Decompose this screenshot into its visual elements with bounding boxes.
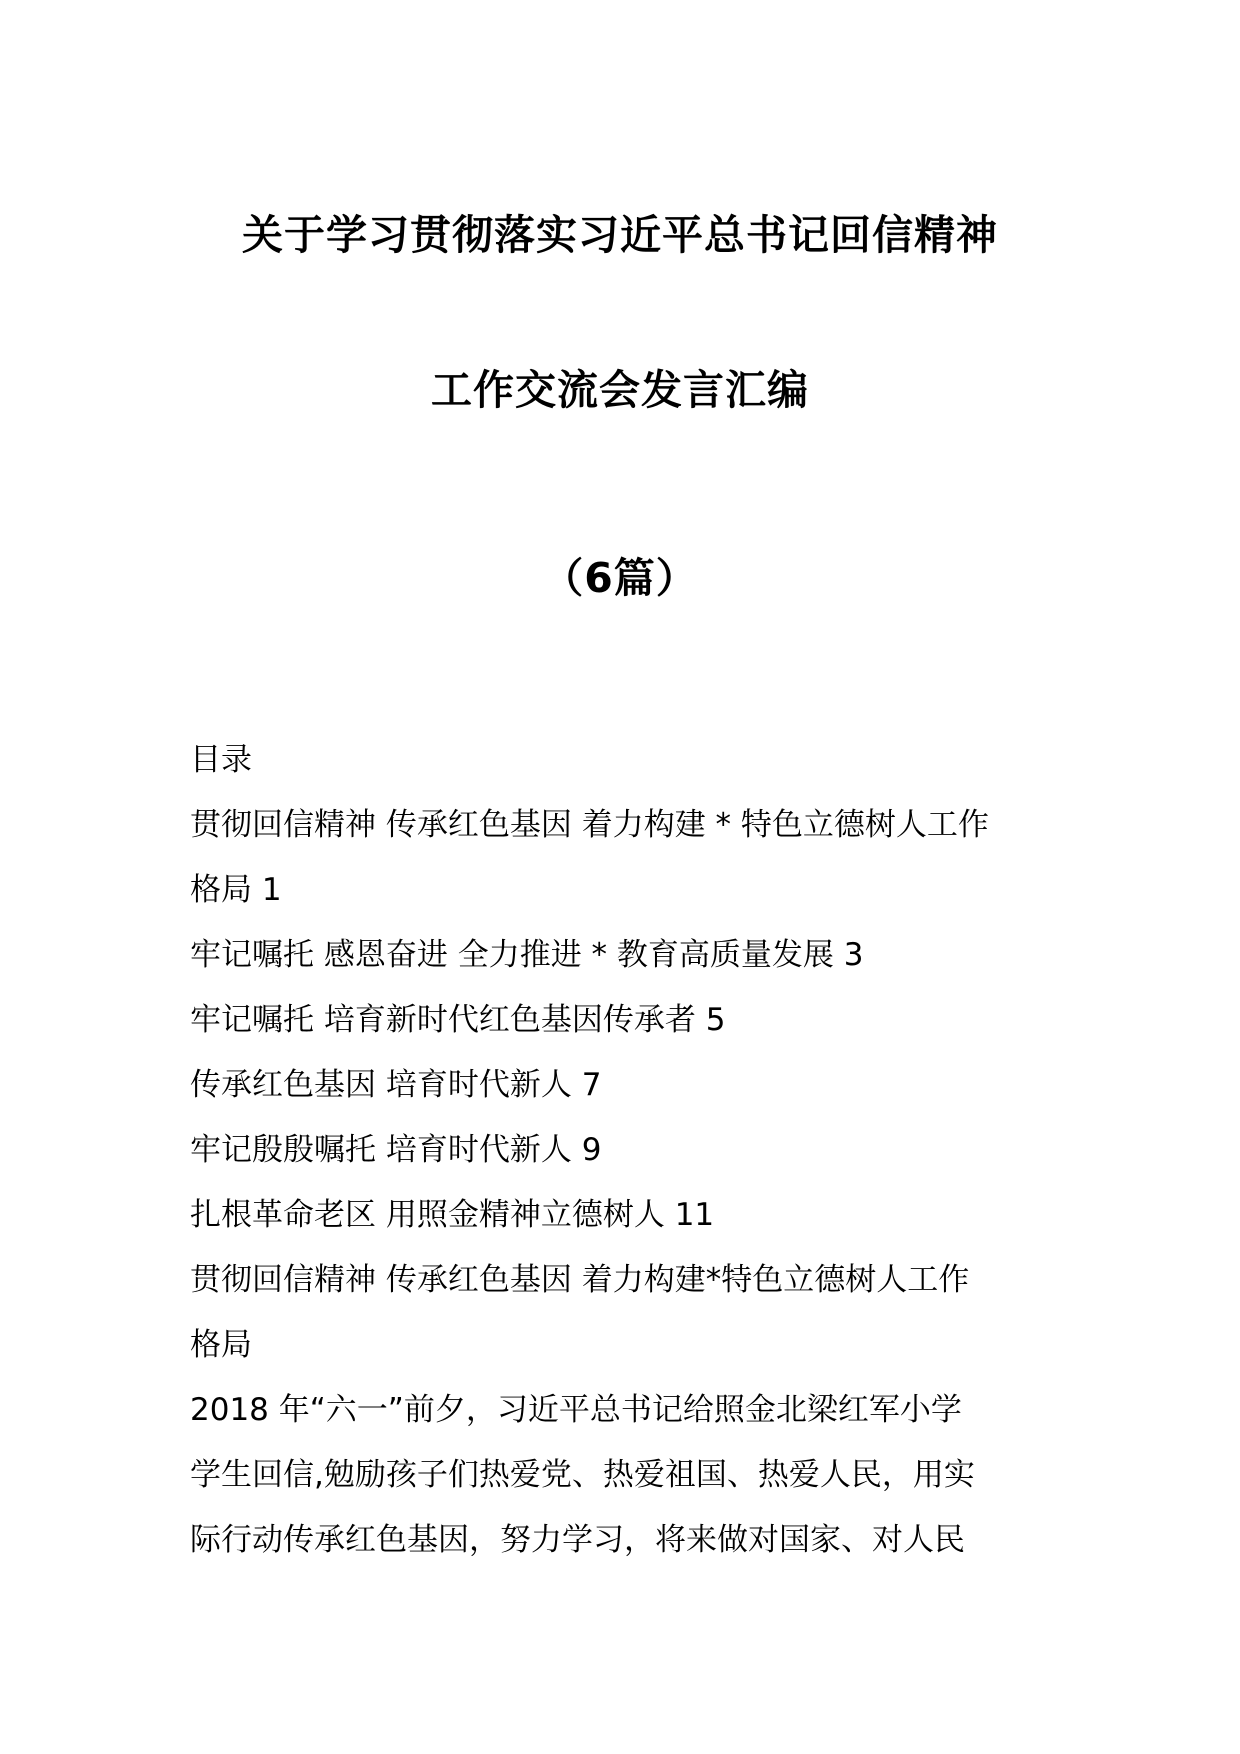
toc-entry: 扎根革命老区 用照金精神立德树人 11 bbox=[190, 1197, 715, 1233]
toc-entry: 贯彻回信精神 传承红色基因 着力构建 * 特色立德树人工作 bbox=[190, 807, 989, 843]
article-paragraph-line: 2018 年“六一”前夕，习近平总书记给照金北梁红军小学 bbox=[190, 1392, 962, 1428]
table-of-contents bbox=[190, 728, 1060, 1248]
toc-entry: 格局 1 bbox=[190, 872, 282, 908]
toc-entry: 牢记殷殷嘱托 培育时代新人 9 bbox=[190, 1132, 602, 1168]
document-title-line-1: 关于学习贯彻落实习近平总书记回信精神 bbox=[242, 211, 998, 259]
article-title-line: 贯彻回信精神 传承红色基因 着力构建*特色立德树人工作 bbox=[190, 1262, 970, 1298]
article-paragraph-line: 学生回信,勉励孩子们热爱党、热爱祖国、热爱人民，用实 bbox=[190, 1457, 975, 1493]
document-title-line-2: 工作交流会发言汇编 bbox=[431, 366, 809, 414]
article-paragraph-line: 际行动传承红色基因，努力学习，将来做对国家、对人民 bbox=[190, 1522, 965, 1558]
document-title-count: （6篇） bbox=[542, 554, 698, 602]
toc-heading: 目录 bbox=[190, 742, 252, 778]
article-section bbox=[190, 1248, 1060, 1573]
toc-entry: 牢记嘱托 感恩奋进 全力推进 * 教育高质量发展 3 bbox=[190, 937, 864, 973]
toc-entry: 传承红色基因 培育时代新人 7 bbox=[190, 1067, 602, 1103]
article-title-line: 格局 bbox=[190, 1327, 252, 1363]
toc-entry: 牢记嘱托 培育新时代红色基因传承者 5 bbox=[190, 1002, 726, 1038]
